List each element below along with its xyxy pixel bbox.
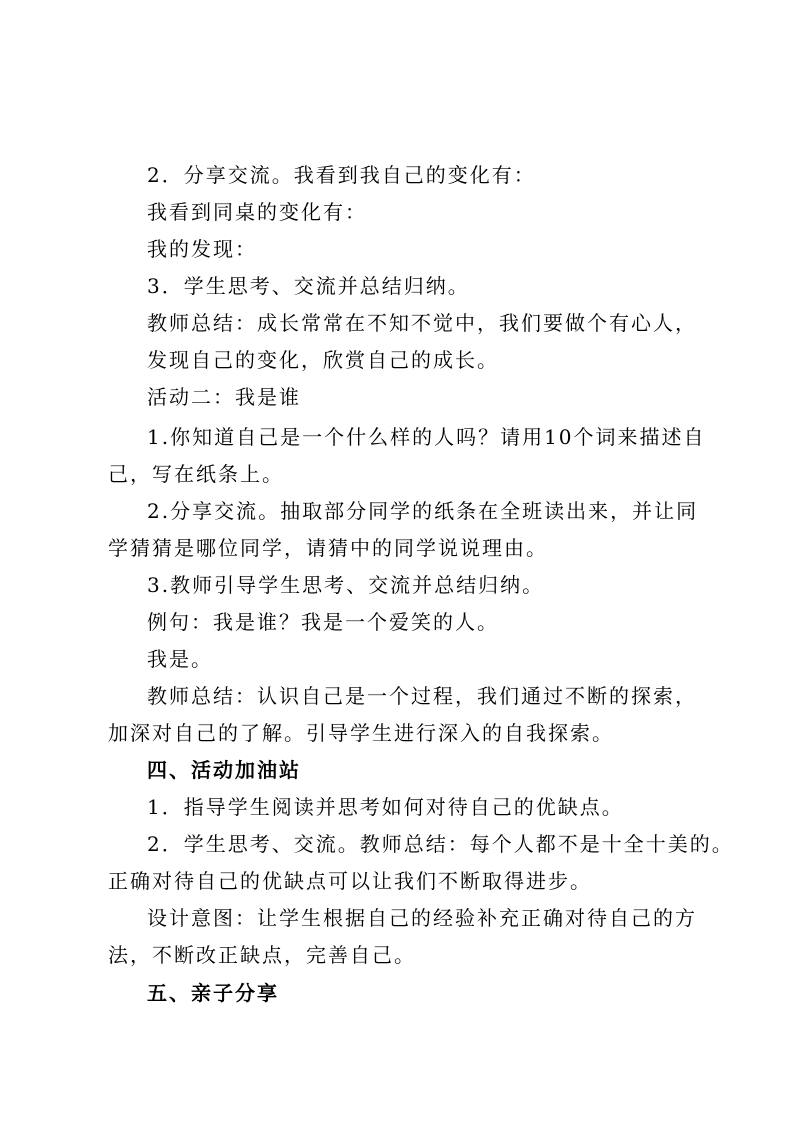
paragraph-line: 3．学生思考、交流并总结归纳。: [147, 274, 470, 298]
paragraph-line: 加深对自己的了解。引导学生进行深入的自我探索。: [108, 721, 614, 745]
paragraph-line: 正确对待自己的优缺点可以让我们不断取得进步。: [108, 869, 592, 893]
paragraph-line: 2．分享交流。我看到我自己的变化有：: [147, 163, 536, 187]
paragraph-line: 我的发现：: [147, 237, 257, 261]
paragraph-line: 教师总结：成长常常在不知不觉中，我们要做个有心人，: [147, 311, 697, 335]
paragraph-line: 2．学生思考、交流。教师总结：每个人都不是十全十美的。: [147, 832, 734, 856]
paragraph-line: 设计意图：让学生根据自己的经验补充正确对待自己的方: [147, 906, 697, 930]
section-heading: 四、活动加油站: [147, 758, 301, 782]
paragraph-line: 1.你知道自己是一个什么样的人吗？请用10个词来描述自: [147, 425, 706, 449]
paragraph-line: 2.分享交流。抽取部分同学的纸条在全班读出来，并让同: [147, 499, 699, 523]
paragraph-line: 法，不断改正缺点，完善自己。: [108, 943, 416, 967]
paragraph-line: 教师总结：认识自己是一个过程，我们通过不断的探索，: [147, 684, 697, 708]
paragraph-line: 3.教师引导学生思考、交流并总结归纳。: [147, 573, 545, 597]
paragraph-line: 学猜猜是哪位同学，请猜中的同学说说理由。: [108, 536, 548, 560]
paragraph-line: 1．指导学生阅读并思考如何对待自己的优缺点。: [147, 795, 624, 819]
paragraph-line: 我看到同桌的变化有：: [147, 200, 367, 224]
section-subtitle: 活动二：我是谁: [147, 385, 301, 409]
paragraph-line: 我是。: [147, 647, 213, 671]
paragraph-line: 己，写在纸条上。: [108, 462, 284, 486]
section-heading: 五、亲子分享: [147, 981, 279, 1005]
paragraph-line: 例句：我是谁？我是一个爱笑的人。: [147, 610, 499, 634]
paragraph-line: 发现自己的变化，欣赏自己的成长。: [147, 348, 499, 372]
